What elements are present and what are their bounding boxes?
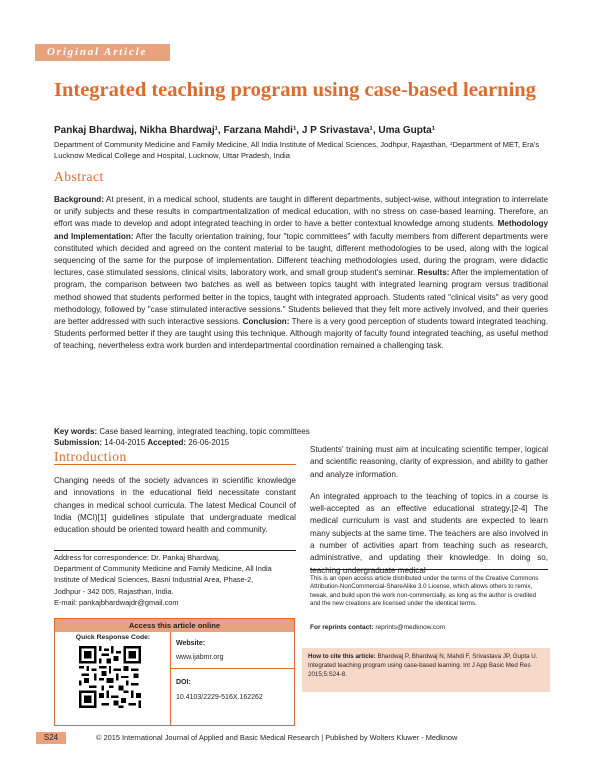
intro-left-column: [54, 475, 296, 546]
box-divider: [170, 632, 171, 725]
author-list: Pankaj Bhardwaj, Nikha Bhardwaj¹, Farzana Mahdi¹, J P Srivastava¹, Uma Gupta¹: [54, 125, 436, 136]
reprints-label: For reprints contact:: [310, 624, 374, 631]
background-text: At present, in a medical school, students are taught in different departments, subject-wise, without integration to interrelate or unify subjects and these results in compartmentalization of medical education, with no stress on case-based learning. Therefore, an effort was made to develop and adopt integrated teaching in order to have a better contextual knowledge among students.: [54, 195, 548, 229]
intro-right-column: [310, 444, 548, 587]
accepted-label: Accepted:: [147, 438, 187, 447]
correspondence-line: Department of Community Medicine and Family Medicine, All India: [54, 564, 272, 574]
results-label: Results:: [417, 268, 450, 278]
keywords-label: Key words:: [54, 427, 98, 436]
website-link[interactable]: www.ijabmr.org: [176, 654, 224, 661]
submission-label: Submission:: [54, 438, 103, 447]
citation-text: Bhardwaj P, Bhardwaj N, Mahdi F, Srivastava JP, Gupta U. Integrated teaching program using case-based learning. Int J App Basic Med Res 2015;5:S24-8.: [308, 653, 538, 678]
article-title: Integrated teaching program using case-based learning: [54, 79, 536, 101]
doi-link[interactable]: 10.4103/2229-516X.162262: [176, 694, 263, 701]
qr-code-label: Quick Response Code:: [75, 634, 151, 641]
keywords: [54, 426, 548, 437]
affiliation: Department of Community Medicine and Family Medicine, All India Institute of Medical Sciences, Jodhpur, Rajasthan, ¹Department of MET, Era's Lucknow Medical College and Hospital, Lucknow, Uttar Pradesh, India: [54, 140, 540, 160]
introduction-heading: Introduction: [54, 449, 127, 464]
correspondence-address: [54, 550, 296, 608]
methods-text: After the faculty orientation training, four "topic committees" with faculty members from different departments were constituted which decided and agreed on the content material to be taught, different methodologies to be used, along with the logical sequencing of the same for the purpose of implementation. Different teaching methodologies used, during the program, were didactic lectures, case stimulated sessions, clinical visits, laboratory work, and small group student's seminar.: [54, 231, 548, 278]
conclusion-text: There is a very good perception of students toward integrated teaching. Students performed better if they are taught using this technique. Although majority of faculty found integrated teaching, as useful method of teaching, nevertheless extra work burden and interdepartmental coordination remained a challenging task.: [54, 317, 548, 351]
conclusion-label: Conclusion:: [242, 317, 290, 327]
background-label: Background:: [54, 195, 104, 204]
keywords-text: Case based learning, integrated teaching, topic committees: [97, 427, 310, 436]
page-number: S24: [36, 732, 66, 744]
abstract-heading: Abstract: [54, 169, 104, 184]
intro-paragraph: An integrated approach to the teaching of topics in a course is well-accepted as an effective educational strategy.[2-4] The medical curriculum is vast and students are expected to learn many subjects at the same time. The teachers are also involved in a number of activities apart from teaching such as research, administrative, and updating their knowledge. In doing so, teaching undergraduate medical: [310, 491, 548, 575]
results-text: After the implementation of program, the comparison between two batches as well as between topics taught with integrated learning program versus traditional method showed that students performed better in the topics, taught with integrated approach. Students rated "clinical visits" as very good methodology, followed by "case stimulated interactive sessions." Students believed that they felt more actively involved, and their queries are better addressed with such interactive sessions.: [54, 268, 549, 327]
correspondence-email[interactable]: E-mail: pankajbhardwajdr@gmail.com: [54, 597, 179, 607]
box-divider: [171, 668, 294, 669]
citation-box: [302, 648, 550, 692]
doi-label: DOI:: [176, 679, 191, 686]
intro-paragraph: Changing needs of the society advances in scientific knowledge and innovations in the educational field necessitate constant changes in medical school curricula. The latest Medical Council of India (MCI)[1] guidelines stipulate that undergraduate medical education should be oriented toward health and community.: [54, 476, 296, 535]
correspondence-line: Jodhpur - 342 005, Rajasthan, India.: [54, 586, 174, 596]
website-label: Website:: [176, 640, 206, 647]
citation-label: How to cite this article:: [308, 653, 376, 660]
methods-label: Methodology and Implementation:: [54, 219, 548, 241]
reprints-email[interactable]: reprints@medknow.com: [373, 624, 446, 631]
license-note: This is an open access article distributed under the terms of the Creative Commons Attribution-NonCommercial-ShareAlike 3.0 License, which allows others to remix, tweak, and build upon the work non-commercially, as long as the author is credited and the new creations are licensed under the identical terms.: [310, 569, 548, 609]
accepted-date: 26-06-2015: [186, 438, 230, 447]
footer-copyright: © 2015 International Journal of Applied and Basic Medical Research | Published by Wolters Kluwer - Medknow: [96, 733, 458, 742]
intro-paragraph: Students' training must aim at inculcating scientific temper, logical and scientific reasoning, clarity of expression, and ability to gather and analyze information.: [310, 445, 548, 479]
correspondence-line: Address for correspondence: Dr. Pankaj Bhardwaj,: [54, 553, 220, 562]
submission-date: 14-04-2015: [102, 438, 148, 447]
section-divider: [54, 464, 296, 465]
article-type-tag: Original Article: [35, 44, 170, 61]
abstract-text: [54, 194, 548, 353]
correspondence-line: Institute of Medical Sciences, Basni Industrial Area, Phase-2,: [54, 575, 254, 585]
reprints-contact: [310, 624, 445, 631]
qr-code-icon[interactable]: [79, 646, 141, 708]
access-online-heading: Access this article online: [55, 619, 294, 632]
